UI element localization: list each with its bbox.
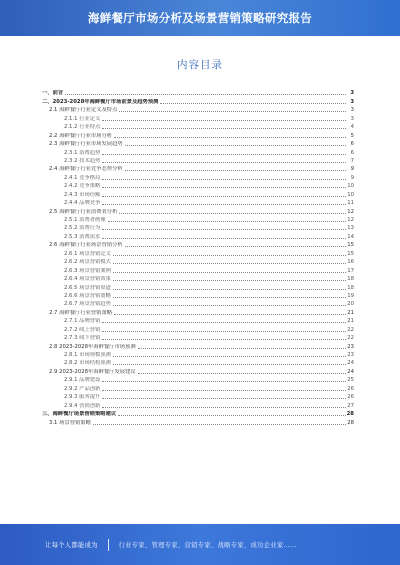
toc-leader-dots bbox=[102, 229, 346, 230]
toc-entry[interactable] bbox=[42, 123, 354, 131]
toc-page-number: 15 bbox=[347, 250, 354, 257]
toc-entry-title: 2.6 海鲜餐厅行业场景营销分析 bbox=[49, 242, 123, 249]
toc-leader-dots bbox=[113, 263, 346, 264]
toc-page-number: 3 bbox=[350, 115, 354, 122]
table-of-contents bbox=[42, 89, 354, 427]
toc-entry[interactable] bbox=[42, 351, 354, 359]
toc-page-number: 14 bbox=[347, 233, 354, 240]
toc-page-number: 3 bbox=[350, 98, 354, 105]
toc-entry-title: 2.9.4 营销创新 bbox=[64, 402, 101, 409]
toc-leader-dots bbox=[102, 398, 346, 399]
footer-roles: 行业专家、管理专家、营销专家、战略专家、成功企业家…… bbox=[118, 542, 297, 549]
toc-page-number: 19 bbox=[347, 292, 354, 299]
toc-entry[interactable] bbox=[42, 148, 354, 156]
toc-leader-dots bbox=[119, 213, 346, 214]
toc-leader-dots bbox=[125, 246, 346, 247]
toc-entry-title: 2.9.2 产品创新 bbox=[64, 385, 101, 392]
toc-page-number: 23 bbox=[347, 352, 354, 358]
toc-entry[interactable] bbox=[42, 207, 354, 215]
toc-entry[interactable] bbox=[42, 410, 354, 418]
toc-leader-dots bbox=[102, 339, 346, 340]
toc-page-number: 24 bbox=[347, 368, 354, 375]
toc-entry-title: 2.9.1 品牌建设 bbox=[64, 377, 101, 384]
toc-page-number: 4 bbox=[350, 124, 354, 131]
toc-leader-dots bbox=[113, 280, 346, 281]
toc-entry[interactable] bbox=[42, 173, 354, 181]
toc-entry-title: 2.3.1 消费趋势 bbox=[64, 149, 101, 156]
toc-entry-title: 2.4.1 竞争格局 bbox=[64, 174, 101, 181]
toc-page bbox=[0, 36, 400, 524]
toc-leader-dots bbox=[102, 331, 346, 332]
toc-leader-dots bbox=[102, 204, 346, 205]
toc-entry-title: 2.4.3 市场份额 bbox=[64, 191, 101, 198]
toc-leader-dots bbox=[102, 179, 346, 180]
toc-entry-title: 2.3.2 技术趋势 bbox=[64, 157, 101, 164]
toc-entry[interactable] bbox=[42, 317, 354, 325]
toc-leader-dots bbox=[102, 238, 346, 239]
toc-entry[interactable] bbox=[42, 216, 354, 224]
toc-entry-title: 2.8 2023-2028年海鲜餐厅市场预测 bbox=[49, 343, 136, 350]
toc-leader-dots bbox=[65, 94, 346, 95]
toc-entry[interactable] bbox=[42, 89, 354, 97]
toc-page-number: 12 bbox=[347, 217, 354, 223]
toc-entry-title: 2.6.1 场景营销定义 bbox=[64, 250, 111, 257]
footer-divider bbox=[108, 539, 109, 551]
toc-page-number: 18 bbox=[347, 276, 354, 283]
toc-entry-title: 2.4 海鲜餐厅行业竞争态势分析 bbox=[49, 166, 123, 173]
toc-page-number: 5 bbox=[350, 132, 354, 139]
toc-leader-dots bbox=[113, 297, 346, 298]
toc-entry[interactable] bbox=[42, 393, 354, 401]
toc-entry-title: 2.4.2 竞争策略 bbox=[64, 183, 101, 190]
toc-page-number: 24 bbox=[347, 360, 354, 367]
toc-page-number: 9 bbox=[350, 166, 354, 173]
toc-page-number: 16 bbox=[347, 259, 354, 266]
toc-leader-dots bbox=[93, 424, 346, 425]
toc-entry-title: 2.1.1 行业定义 bbox=[64, 115, 101, 122]
toc-page-number: 26 bbox=[347, 385, 354, 392]
toc-entry[interactable] bbox=[42, 199, 354, 207]
toc-leader-dots bbox=[102, 120, 346, 121]
toc-leader-dots bbox=[113, 255, 346, 256]
toc-leader-dots bbox=[113, 356, 346, 357]
toc-entry[interactable] bbox=[42, 266, 354, 274]
toc-page-number: 3 bbox=[350, 107, 354, 114]
toc-leader-dots bbox=[113, 289, 346, 290]
toc-leader-dots bbox=[102, 390, 346, 391]
toc-entry-title: 2.5.2 消费行为 bbox=[64, 225, 101, 232]
top-banner bbox=[0, 0, 400, 36]
toc-entry-title: 2.6.5 场景营销渠道 bbox=[64, 284, 111, 291]
toc-entry-title: 一、前言 bbox=[42, 90, 64, 97]
toc-page-number: 28 bbox=[346, 411, 354, 418]
toc-leader-dots bbox=[102, 128, 346, 129]
toc-entry-title: 2.7.2 线上营销 bbox=[64, 326, 101, 333]
toc-page-number: 18 bbox=[347, 284, 354, 291]
toc-page-number: 22 bbox=[347, 335, 354, 342]
toc-leader-dots bbox=[160, 103, 346, 104]
toc-entry[interactable] bbox=[42, 249, 354, 257]
toc-entry[interactable] bbox=[42, 140, 354, 148]
toc-entry-title: 2.4.4 品牌竞争 bbox=[64, 200, 101, 207]
toc-entry[interactable] bbox=[42, 308, 354, 316]
toc-entry-title: 2.6.4 场景营销效果 bbox=[64, 276, 111, 283]
toc-page-number: 7 bbox=[350, 157, 354, 164]
toc-leader-dots bbox=[102, 381, 346, 382]
toc-entry-title: 二、2023-2028年海鲜餐厅市场前景及趋势预测 bbox=[42, 98, 159, 105]
toc-page-number: 21 bbox=[347, 318, 354, 325]
toc-leader-dots bbox=[125, 145, 346, 146]
toc-leader-dots bbox=[102, 154, 346, 155]
toc-page-number: 12 bbox=[347, 208, 354, 215]
toc-entry[interactable] bbox=[42, 190, 354, 198]
toc-leader-dots bbox=[102, 322, 346, 323]
toc-page-number: 3 bbox=[350, 90, 354, 97]
toc-entry-title: 2.5 海鲜餐厅行业消费者分析 bbox=[49, 208, 118, 215]
toc-page-number: 17 bbox=[347, 267, 354, 274]
footer-bar bbox=[0, 524, 400, 565]
toc-leader-dots bbox=[114, 314, 346, 315]
toc-entry-title: 3.1 场景营销策略 bbox=[49, 419, 91, 426]
toc-entry[interactable] bbox=[42, 97, 354, 105]
toc-entry[interactable] bbox=[42, 359, 354, 367]
toc-entry-title: 2.1.2 行业特点 bbox=[64, 124, 101, 131]
toc-page-number: 28 bbox=[347, 419, 354, 426]
toc-entry[interactable] bbox=[42, 418, 354, 426]
toc-entry[interactable] bbox=[42, 182, 354, 190]
toc-entry[interactable] bbox=[42, 376, 354, 384]
toc-leader-dots bbox=[113, 272, 346, 273]
toc-entry-title: 2.6.2 场景营销模式 bbox=[64, 259, 111, 266]
toc-page-number: 26 bbox=[347, 394, 354, 401]
toc-entry[interactable] bbox=[42, 106, 354, 114]
toc-page-number: 9 bbox=[350, 174, 354, 181]
toc-leader-dots bbox=[102, 407, 346, 408]
toc-leader-dots bbox=[118, 415, 345, 416]
toc-page-number: 6 bbox=[350, 149, 354, 156]
toc-entry-title: 三、海鲜餐厅场景营销策略建议 bbox=[42, 411, 117, 418]
toc-entry-title: 2.7.3 线下营销 bbox=[64, 335, 101, 342]
toc-page-number: 27 bbox=[347, 402, 354, 409]
toc-entry[interactable] bbox=[42, 334, 354, 342]
toc-page-number: 10 bbox=[347, 183, 354, 190]
toc-entry[interactable] bbox=[42, 292, 354, 300]
toc-entry[interactable] bbox=[42, 241, 354, 249]
toc-page-number: 20 bbox=[347, 301, 354, 308]
toc-entry[interactable] bbox=[42, 114, 354, 122]
toc-entry-title: 2.1 海鲜餐厅行业定义及特点 bbox=[49, 107, 118, 114]
toc-heading: 内容目录 bbox=[177, 59, 223, 71]
toc-leader-dots bbox=[102, 162, 346, 163]
toc-entry[interactable] bbox=[42, 224, 354, 232]
toc-leader-dots bbox=[113, 305, 346, 306]
toc-entry[interactable] bbox=[42, 384, 354, 392]
toc-leader-dots bbox=[113, 364, 346, 365]
toc-page-number: 22 bbox=[347, 326, 354, 333]
toc-leader-dots bbox=[125, 170, 346, 171]
toc-leader-dots bbox=[119, 111, 346, 112]
toc-entry[interactable] bbox=[42, 325, 354, 333]
toc-entry-title: 2.6.3 场景营销案例 bbox=[64, 267, 111, 274]
toc-entry[interactable] bbox=[42, 300, 354, 308]
toc-entry-title: 2.7 海鲜餐厅行业营销策略 bbox=[49, 309, 113, 316]
toc-page-number: 10 bbox=[347, 191, 354, 198]
toc-leader-dots bbox=[138, 348, 346, 349]
toc-entry-title: 2.8.1 市场规模预测 bbox=[64, 352, 111, 358]
toc-entry[interactable] bbox=[42, 342, 354, 350]
toc-leader-dots bbox=[102, 187, 346, 188]
toc-entry-title: 2.6.6 场景营销策略 bbox=[64, 292, 111, 299]
toc-entry-title: 2.9 2023-2028年海鲜餐厅发展建议 bbox=[49, 368, 136, 375]
toc-entry[interactable] bbox=[42, 367, 354, 375]
toc-entry[interactable] bbox=[42, 283, 354, 291]
toc-entry-title: 2.5.1 消费者画像 bbox=[64, 217, 106, 223]
toc-leader-dots bbox=[114, 137, 346, 138]
toc-page-number: 21 bbox=[347, 309, 354, 316]
toc-entry[interactable] bbox=[42, 232, 354, 240]
toc-page-number: 13 bbox=[347, 225, 354, 232]
toc-entry-title: 2.6.7 场景营销趋势 bbox=[64, 301, 111, 308]
toc-entry[interactable] bbox=[42, 258, 354, 266]
toc-leader-dots bbox=[108, 221, 346, 222]
toc-leader-dots bbox=[102, 196, 346, 197]
footer-slogan: 让每个人都能成为 bbox=[45, 542, 98, 549]
toc-entry-title: 2.3 海鲜餐厅行业市场发展趋势 bbox=[49, 141, 123, 148]
toc-entry-title: 2.5.3 消费需求 bbox=[64, 233, 101, 240]
toc-page-number: 23 bbox=[347, 343, 354, 350]
toc-page-number: 15 bbox=[347, 242, 354, 249]
toc-page-number: 25 bbox=[347, 377, 354, 384]
toc-leader-dots bbox=[138, 373, 346, 374]
toc-entry[interactable] bbox=[42, 131, 354, 139]
toc-entry-title: 2.8.2 市场结构预测 bbox=[64, 360, 111, 367]
toc-entry[interactable] bbox=[42, 157, 354, 165]
toc-entry[interactable] bbox=[42, 165, 354, 173]
toc-entry-title: 2.9.3 服务提升 bbox=[64, 394, 101, 401]
toc-entry-title: 2.7.1 品牌营销 bbox=[64, 318, 101, 325]
toc-page-number: 6 bbox=[350, 141, 354, 148]
report-title: 海鲜餐厅市场分析及场景营销策略研究报告 bbox=[87, 11, 313, 25]
toc-entry[interactable] bbox=[42, 275, 354, 283]
toc-entry-title: 2.2 海鲜餐厅行业市场分析 bbox=[49, 132, 113, 139]
toc-entry[interactable] bbox=[42, 401, 354, 409]
toc-page-number: 11 bbox=[347, 200, 354, 207]
